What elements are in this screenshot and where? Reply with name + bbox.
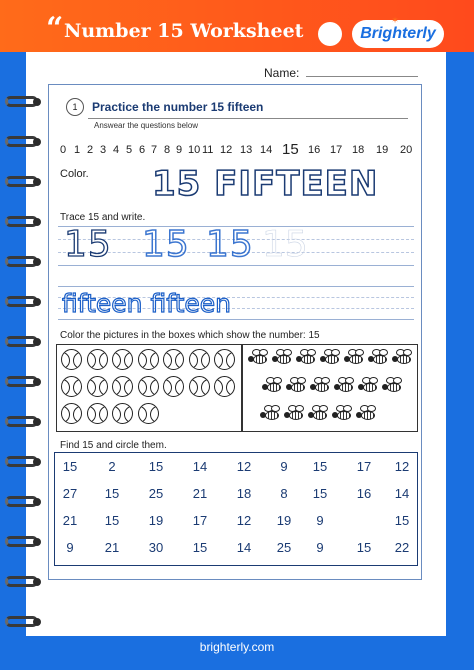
- spiral-ring-icon: [5, 335, 41, 349]
- section-title: Practice the number 15 fifteen: [92, 100, 264, 114]
- bee-box[interactable]: [242, 344, 418, 432]
- spiral-ring-icon: [5, 615, 41, 629]
- baseball-icon[interactable]: [87, 349, 108, 370]
- spiral-ring-icon: [5, 575, 41, 589]
- footer-url[interactable]: brighterly.com: [199, 640, 275, 654]
- bee-icon[interactable]: [343, 349, 367, 367]
- bee-icon[interactable]: [307, 405, 331, 423]
- find-grid-number[interactable]: 15: [148, 459, 164, 474]
- find-grid-number[interactable]: 9: [316, 540, 324, 555]
- quote-icon: “: [46, 11, 64, 46]
- number-line-item: 20: [400, 144, 413, 156]
- logo-text: Brighterly: [360, 25, 436, 42]
- baseball-icon[interactable]: [163, 349, 184, 370]
- find-grid-number[interactable]: 15: [104, 513, 120, 528]
- number-line-item: 8: [164, 144, 171, 156]
- find-grid-number[interactable]: 15: [312, 459, 328, 474]
- number-line-item: 10: [188, 144, 201, 156]
- trace-number-1[interactable]: 15: [64, 224, 112, 265]
- baseball-box[interactable]: [56, 344, 242, 432]
- find-grid-number[interactable]: 25: [148, 486, 164, 501]
- baseball-icon[interactable]: [87, 403, 108, 424]
- pictures-label: Color the pictures in the boxes which show the number: 15: [60, 330, 320, 341]
- section-number: 1: [66, 98, 84, 116]
- find-grid-number[interactable]: 15: [394, 513, 410, 528]
- bee-icon[interactable]: [355, 405, 379, 423]
- number-line-item: 2: [87, 144, 94, 156]
- number-line-item: 9: [176, 144, 183, 156]
- number-line-item: 0: [60, 144, 67, 156]
- find-grid-number[interactable]: 15: [312, 486, 328, 501]
- bee-icon[interactable]: [319, 349, 343, 367]
- find-grid-number[interactable]: 15: [356, 540, 372, 555]
- number-line-item: 11: [202, 144, 214, 156]
- spiral-ring-icon: [5, 535, 41, 549]
- bee-icon[interactable]: [259, 405, 283, 423]
- color-label: Color.: [60, 168, 89, 180]
- bee-icon[interactable]: [331, 405, 355, 423]
- bee-icon[interactable]: [309, 377, 333, 395]
- bee-icon[interactable]: [271, 349, 295, 367]
- section-underline: [88, 118, 408, 119]
- number-line-item: 13: [240, 144, 253, 156]
- baseball-icon[interactable]: [61, 349, 82, 370]
- circle-icon: [318, 22, 342, 46]
- baseball-icon[interactable]: [189, 349, 210, 370]
- baseball-icon[interactable]: [138, 376, 159, 397]
- spark-icon: ✶: [391, 15, 399, 25]
- bee-icon[interactable]: [357, 377, 381, 395]
- number-line-item: 14: [260, 144, 273, 156]
- number-line-item: 1: [74, 144, 81, 156]
- baseball-icon[interactable]: [87, 376, 108, 397]
- find-grid-number[interactable]: 14: [192, 459, 208, 474]
- trace-label: Trace 15 and write.: [60, 212, 146, 223]
- number-line-item: 7: [151, 144, 158, 156]
- spiral-ring-icon: [5, 375, 41, 389]
- number-line-item: 16: [308, 144, 321, 156]
- find-grid-number[interactable]: 17: [356, 459, 372, 474]
- spiral-ring-icon: [5, 295, 41, 309]
- find-grid-number[interactable]: 25: [276, 540, 292, 555]
- find-grid-number[interactable]: 14: [236, 540, 252, 555]
- trace-word[interactable]: fifteen fifteen: [62, 289, 231, 318]
- spiral-ring-icon: [5, 415, 41, 429]
- bee-icon[interactable]: [381, 377, 405, 395]
- find-grid-number[interactable]: 12: [394, 459, 410, 474]
- number-line-item: 4: [113, 144, 120, 156]
- bee-icon[interactable]: [295, 349, 319, 367]
- find-grid-number[interactable]: 17: [192, 513, 208, 528]
- find-grid-number[interactable]: 14: [394, 486, 410, 501]
- find-grid-number[interactable]: 22: [394, 540, 410, 555]
- number-line-item: 3: [100, 144, 107, 156]
- number-line-item: 18: [352, 144, 365, 156]
- bee-icon[interactable]: [261, 377, 285, 395]
- find-grid-number[interactable]: 2: [108, 459, 116, 474]
- find-grid-number[interactable]: 9: [316, 513, 324, 528]
- find-grid-number[interactable]: 15: [192, 540, 208, 555]
- find-grid-number[interactable]: 19: [148, 513, 164, 528]
- spiral-ring-icon: [5, 495, 41, 509]
- find-grid-number[interactable]: 27: [62, 486, 78, 501]
- find-grid-number[interactable]: 8: [280, 486, 288, 501]
- baseball-icon[interactable]: [112, 349, 133, 370]
- section-subtitle: Answear the questions below: [94, 121, 199, 130]
- spiral-ring-icon: [5, 135, 41, 149]
- find-grid-number[interactable]: 21: [104, 540, 120, 555]
- baseball-icon[interactable]: [214, 349, 235, 370]
- spiral-ring-icon: [5, 95, 41, 109]
- baseball-icon[interactable]: [61, 403, 82, 424]
- baseball-icon[interactable]: [112, 376, 133, 397]
- number-line: [60, 140, 420, 160]
- spiral-ring-icon: [5, 215, 41, 229]
- find-grid-number[interactable]: 30: [148, 540, 164, 555]
- name-line[interactable]: [306, 76, 418, 77]
- name-label: Name:: [264, 66, 300, 80]
- find-grid-number[interactable]: 21: [62, 513, 78, 528]
- find-grid-number[interactable]: 19: [276, 513, 292, 528]
- baseball-icon[interactable]: [61, 376, 82, 397]
- find-grid-number[interactable]: 9: [66, 540, 74, 555]
- find-grid-number[interactable]: 15: [104, 486, 120, 501]
- number-line-item: 17: [330, 144, 343, 156]
- find-grid-number[interactable]: 9: [280, 459, 288, 474]
- trace-number-4[interactable]: 15: [262, 224, 308, 265]
- spiral-ring-icon: [5, 455, 41, 469]
- bee-icon[interactable]: [391, 349, 415, 367]
- baseball-icon[interactable]: [138, 349, 159, 370]
- spiral-ring-icon: [5, 175, 41, 189]
- find-grid-number[interactable]: 16: [356, 486, 372, 501]
- bee-icon[interactable]: [247, 349, 271, 367]
- number-line-item: 5: [126, 144, 133, 156]
- bee-icon[interactable]: [367, 349, 391, 367]
- find-grid-number[interactable]: 18: [236, 486, 252, 501]
- color-outline-text[interactable]: 15 FIFTEEN: [152, 164, 379, 204]
- find-grid-number[interactable]: 12: [236, 459, 252, 474]
- find-grid-number[interactable]: 21: [192, 486, 208, 501]
- number-line-item: 6: [139, 144, 146, 156]
- trace-number-3[interactable]: 15: [206, 224, 254, 265]
- bee-icon[interactable]: [283, 405, 307, 423]
- brighterly-logo[interactable]: [352, 15, 444, 48]
- trace-number-2[interactable]: 15: [142, 224, 190, 265]
- baseball-icon[interactable]: [189, 376, 210, 397]
- number-line-item: 12: [220, 144, 233, 156]
- find-label: Find 15 and circle them.: [60, 440, 167, 451]
- header-bar: [0, 0, 474, 52]
- baseball-icon[interactable]: [112, 403, 133, 424]
- find-grid-number[interactable]: 12: [236, 513, 252, 528]
- spiral-ring-icon: [5, 255, 41, 269]
- number-line-item: 15: [282, 141, 299, 158]
- find-grid-number[interactable]: 15: [62, 459, 78, 474]
- worksheet-title: Number 15 Worksheet: [64, 20, 304, 42]
- find-number-grid: [54, 452, 418, 566]
- baseball-icon[interactable]: [214, 376, 235, 397]
- bee-icon[interactable]: [333, 377, 357, 395]
- baseball-icon[interactable]: [163, 376, 184, 397]
- baseball-icon[interactable]: [138, 403, 159, 424]
- number-line-item: 19: [376, 144, 389, 156]
- bee-icon[interactable]: [285, 377, 309, 395]
